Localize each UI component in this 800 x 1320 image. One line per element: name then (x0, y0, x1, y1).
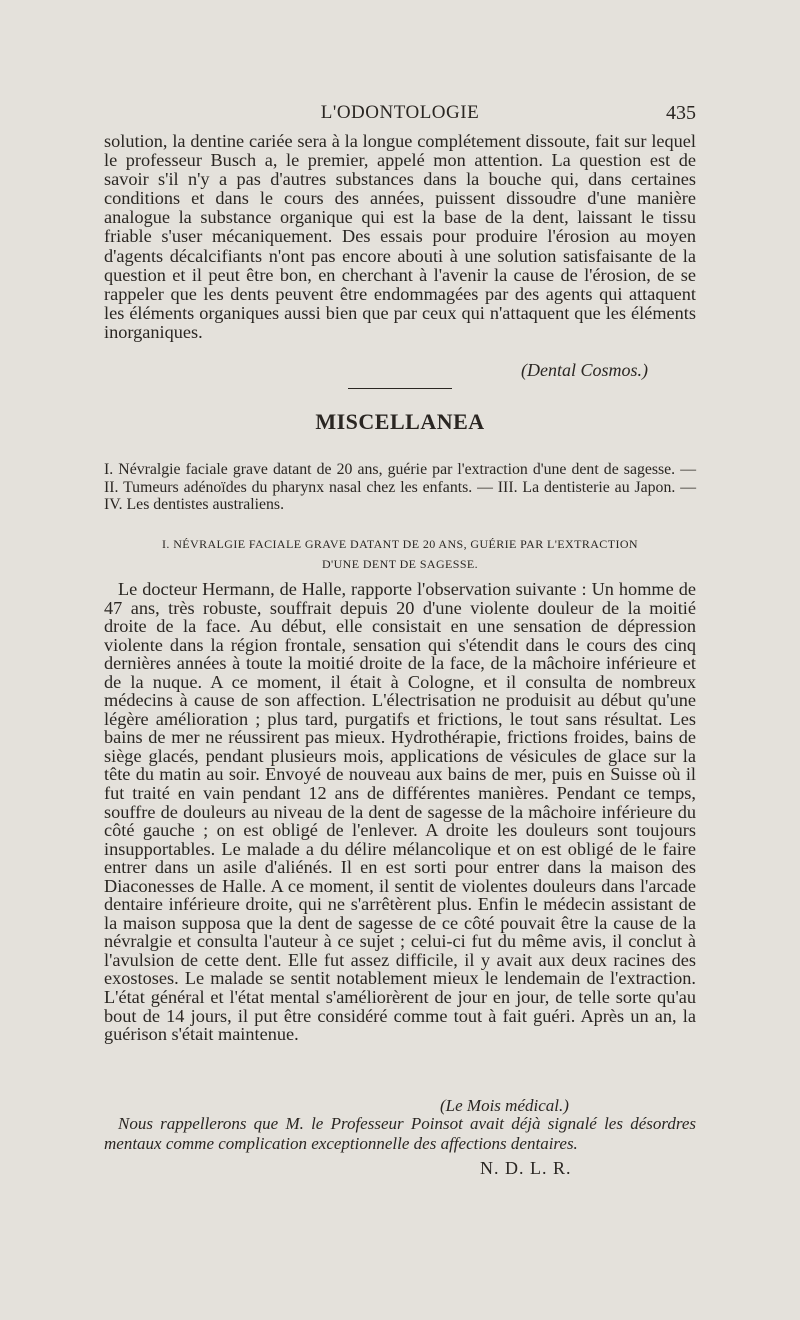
page-number: 435 (666, 102, 696, 124)
article-body-block (104, 580, 696, 1044)
editor-signature: N. D. L. R. (480, 1158, 572, 1178)
article-body: Le docteur Hermann, de Halle, rapporte l'observation suivante : Un homme de 47 ans, très robuste, souffrait depuis 20 d'une violente douleur de la moitié droite de la face. Au début, elle consistait en une sensation de dépression violente dans la région frontale, sensation qui s'étendit dans le cours des cinq dernières années à toute la moitié droite de la face, de la mâchoire inférieure et de la nuque. A ce moment, il était à Cologne, et il consulta de nombreux médecins à cause de son affection. L'électrisation ne produisit au début qu'une légère amélioration ; plus tard, purgatifs et frictions, le tout sans résultat. Les bains de mer ne réussirent pas mieux. Hydrothérapie, frictions froides, bains de siège glacés, pendant plusieurs mois, applications de vésicules de glace sur la tête du matin au soir. Envoyé de nouveau aux bains de mer, puis en Suisse où il fut traité en vain pendant 12 ans de différentes manières. Pendant ce temps, souffre de douleurs au niveau de la dent de sagesse de la mâchoire inférieure du côté gauche ; on est obligé de l'enlever. A droite les douleurs sont toujours insupportables. Le malade a du délire mélancolique et on est obligé de le faire entrer dans un asile d'aliénés. Il en est sorti pour entrer dans la maison des Diaconesses de Halle. A ce moment, il sentit de violentes douleurs dans l'arcade dentaire inférieure droite, qui ne s'arrêtèrent plus. Enfin le médecin assistant de la maison supposa que la dent de sagesse de ce côté pouvait être la cause de la névralgie et consulta l'auteur à ce sujet ; celui-ci fut du même avis, il conclut à l'avulsion de cette dent. Elle fut assez difficile, il y avait aux deux racines des exostoses. Le malade se sentit notablement mieux le lendemain de l'extraction. L'état général et l'état mental s'améliorèrent de jour en jour, de telle sorte qu'au bout de 14 jours, il put être considéré comme tout à fait guéri. Après un an, la guérison s'était maintenue. (104, 579, 696, 1045)
section-divider (348, 388, 452, 389)
intro-paragraph-block (104, 132, 696, 342)
article-source: (Le Mois médical.) (440, 1096, 569, 1115)
running-title: L'ODONTOLOGIE (320, 102, 480, 123)
intro-paragraph: solution, la dentine cariée sera à la longue complétement dissoute, fait sur lequel le professeur Busch a, le premier, appelé mon attention. La question est de savoir s'il n'y a pas d'autres substances dans la bouche qui, dans certaines conditions et dans le cours des années, puissent dissoudre d'une manière analogue la substance organique qui est la base de la dent, laissant le tissu friable s'user mécaniquement. Des essais pour produire l'érosion au moyen d'agents décalcifiants n'ont pas encore abouti à une solution satisfaisante de la question et il peut être bon, en cherchant à l'avenir la cause de l'érosion, de se rappeler que les dents peuvent être endommagées par des agents qui attaquent les éléments organiques aussi bien que par ceux qui n'attaquent que les éléments inorganiques. (104, 131, 696, 342)
editor-note: Nous rappellerons que M. le Professeur Poinsot avait déjà signalé les désordres mentaux comme complication exceptionnelle des affections dentaires. (104, 1114, 696, 1153)
section-summary-block (104, 461, 696, 514)
article-heading (104, 534, 696, 574)
section-title: MISCELLANEA (315, 409, 485, 434)
article-heading-line-2: D'UNE DENT DE SAGESSE. (321, 557, 479, 571)
article-heading-line-1: I. NÉVRALGIE FACIALE GRAVE DATANT DE 20 ANS, GUÉRIE PAR L'EXTRACTION (162, 537, 638, 551)
section-summary: I. Névralgie faciale grave datant de 20 ans, guérie par l'extraction d'une dent de sagesse. — II. Tumeurs adénoïdes du pharynx nasal chez les enfants. — III. La dentisterie au Japon. — IV. Les dentistes australiens. (104, 461, 696, 513)
editor-note-block (104, 1114, 696, 1153)
intro-source: (Dental Cosmos.) (521, 360, 648, 380)
page-header (104, 100, 696, 130)
